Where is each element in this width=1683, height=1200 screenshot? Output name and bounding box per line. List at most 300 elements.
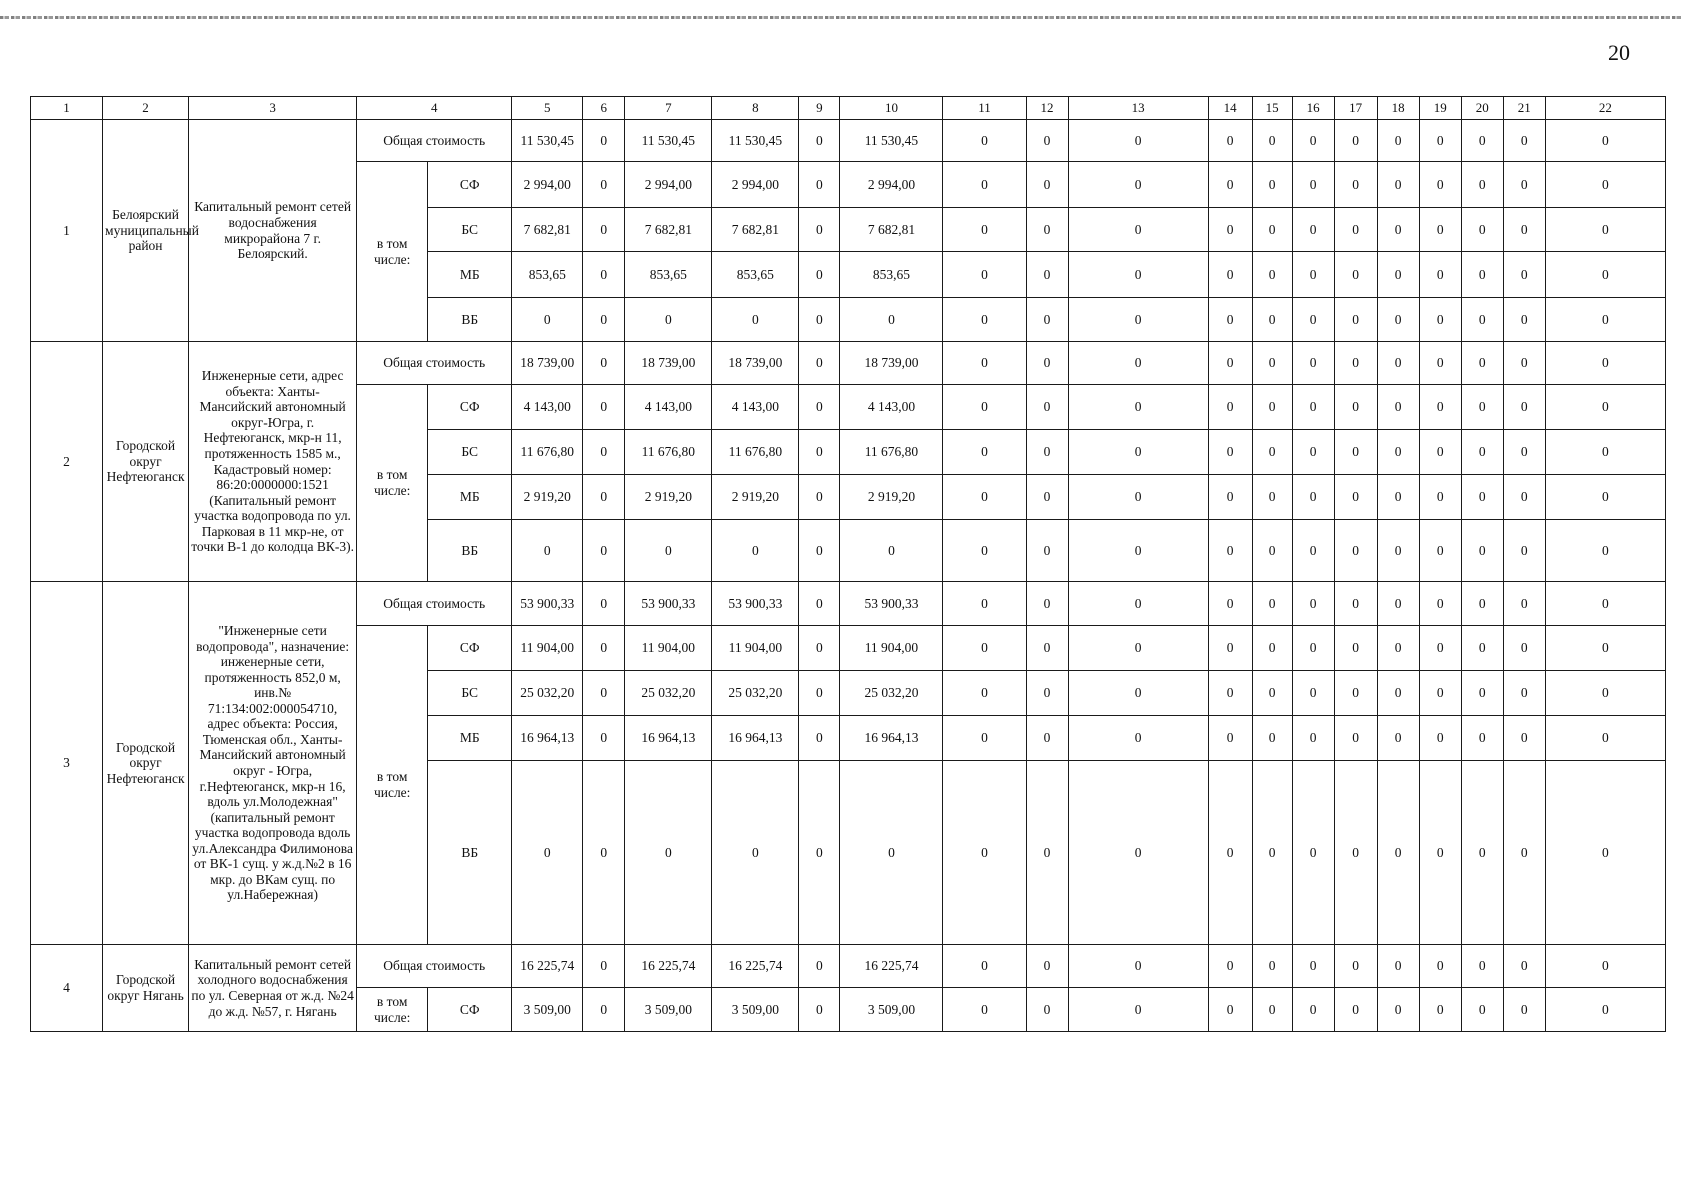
source-value-col-6: 0 [583,252,625,298]
table-row [31,342,1666,385]
source-value-col-18: 0 [1377,430,1419,475]
source-value-col-17: 0 [1334,671,1377,716]
source-value-col-9: 0 [799,626,840,671]
total-value-col-12: 0 [1026,582,1068,626]
total-value-col-9: 0 [799,342,840,385]
source-value-col-12: 0 [1026,430,1068,475]
funding-source-code: БС [428,671,512,716]
source-value-col-22: 0 [1545,208,1665,252]
source-value-col-17: 0 [1334,520,1377,582]
source-value-col-17: 0 [1334,988,1377,1032]
source-value-col-9: 0 [799,475,840,520]
total-value-col-5: 11 530,45 [512,120,583,162]
total-value-col-7: 18 739,00 [625,342,712,385]
source-value-col-10: 16 964,13 [840,716,943,761]
source-value-col-9: 0 [799,671,840,716]
source-value-col-8: 0 [712,298,799,342]
total-value-col-6: 0 [583,120,625,162]
source-value-col-15: 0 [1252,252,1292,298]
total-value-col-19: 0 [1419,342,1461,385]
total-value-col-13: 0 [1068,582,1208,626]
municipality-name: Белоярский муниципальный район [103,120,189,342]
source-value-col-14: 0 [1208,520,1252,582]
total-value-col-14: 0 [1208,120,1252,162]
source-value-col-11: 0 [943,208,1026,252]
column-number-10: 10 [840,97,943,120]
table-row [31,120,1666,162]
source-value-col-22: 0 [1545,162,1665,208]
column-number-2: 2 [103,97,189,120]
total-value-col-19: 0 [1419,582,1461,626]
source-value-col-6: 0 [583,385,625,430]
funding-source-code: ВБ [428,298,512,342]
total-value-col-18: 0 [1377,582,1419,626]
source-value-col-12: 0 [1026,298,1068,342]
funding-table [30,96,1666,1032]
column-number-16: 16 [1292,97,1334,120]
total-value-col-6: 0 [583,945,625,988]
source-value-col-6: 0 [583,298,625,342]
source-value-col-11: 0 [943,671,1026,716]
source-value-col-15: 0 [1252,988,1292,1032]
source-value-col-5: 11 904,00 [512,626,583,671]
source-value-col-13: 0 [1068,520,1208,582]
source-value-col-16: 0 [1292,626,1334,671]
source-value-col-15: 0 [1252,208,1292,252]
source-value-col-19: 0 [1419,520,1461,582]
source-value-col-17: 0 [1334,761,1377,945]
total-value-col-17: 0 [1334,945,1377,988]
total-value-col-14: 0 [1208,342,1252,385]
source-value-col-17: 0 [1334,475,1377,520]
source-value-col-19: 0 [1419,626,1461,671]
funding-source-code: МБ [428,716,512,761]
source-value-col-12: 0 [1026,988,1068,1032]
source-value-col-7: 25 032,20 [625,671,712,716]
source-value-col-10: 3 509,00 [840,988,943,1032]
total-value-col-11: 0 [943,945,1026,988]
source-value-col-15: 0 [1252,671,1292,716]
source-value-col-17: 0 [1334,252,1377,298]
source-value-col-9: 0 [799,162,840,208]
source-value-col-10: 4 143,00 [840,385,943,430]
source-value-col-14: 0 [1208,988,1252,1032]
total-value-col-13: 0 [1068,342,1208,385]
column-number-19: 19 [1419,97,1461,120]
total-value-col-16: 0 [1292,582,1334,626]
source-value-col-21: 0 [1503,761,1545,945]
source-value-col-18: 0 [1377,252,1419,298]
source-value-col-19: 0 [1419,671,1461,716]
source-value-col-16: 0 [1292,716,1334,761]
source-value-col-12: 0 [1026,385,1068,430]
source-value-col-11: 0 [943,626,1026,671]
source-value-col-8: 0 [712,761,799,945]
source-value-col-13: 0 [1068,252,1208,298]
source-value-col-14: 0 [1208,626,1252,671]
total-value-col-15: 0 [1252,120,1292,162]
source-value-col-5: 853,65 [512,252,583,298]
source-value-col-19: 0 [1419,475,1461,520]
source-value-col-15: 0 [1252,298,1292,342]
source-value-col-15: 0 [1252,162,1292,208]
source-value-col-5: 25 032,20 [512,671,583,716]
funding-source-code: СФ [428,162,512,208]
row-number: 1 [31,120,103,342]
source-value-col-9: 0 [799,385,840,430]
source-value-col-17: 0 [1334,208,1377,252]
source-value-col-5: 7 682,81 [512,208,583,252]
source-value-col-6: 0 [583,671,625,716]
source-value-col-22: 0 [1545,520,1665,582]
total-value-col-5: 18 739,00 [512,342,583,385]
source-value-col-6: 0 [583,626,625,671]
source-value-col-12: 0 [1026,716,1068,761]
column-number-8: 8 [712,97,799,120]
total-value-col-15: 0 [1252,342,1292,385]
source-value-col-17: 0 [1334,162,1377,208]
municipality-name: Городской округ Нефтеюганск [103,582,189,945]
source-value-col-9: 0 [799,761,840,945]
total-value-col-9: 0 [799,945,840,988]
source-value-col-22: 0 [1545,671,1665,716]
source-value-col-13: 0 [1068,716,1208,761]
funding-source-code: МБ [428,475,512,520]
total-cost-label: Общая стоимость [357,120,512,162]
source-value-col-10: 11 676,80 [840,430,943,475]
source-value-col-21: 0 [1503,208,1545,252]
source-value-col-22: 0 [1545,475,1665,520]
funding-source-code: СФ [428,626,512,671]
source-value-col-12: 0 [1026,520,1068,582]
source-value-col-8: 2 994,00 [712,162,799,208]
total-value-col-9: 0 [799,582,840,626]
source-value-col-16: 0 [1292,298,1334,342]
source-value-col-11: 0 [943,385,1026,430]
source-value-col-8: 3 509,00 [712,988,799,1032]
source-value-col-16: 0 [1292,208,1334,252]
source-value-col-20: 0 [1461,430,1503,475]
source-value-col-15: 0 [1252,716,1292,761]
column-number-1: 1 [31,97,103,120]
source-value-col-22: 0 [1545,252,1665,298]
source-value-col-13: 0 [1068,761,1208,945]
total-value-col-19: 0 [1419,945,1461,988]
column-number-11: 11 [943,97,1026,120]
funding-source-code: СФ [428,988,512,1032]
row-number: 4 [31,945,103,1032]
source-value-col-18: 0 [1377,475,1419,520]
source-value-col-15: 0 [1252,475,1292,520]
funding-source-code: ВБ [428,761,512,945]
total-value-col-14: 0 [1208,945,1252,988]
object-description: Капитальный ремонт сетей холодного водоснабжения по ул. Северная от ж.д. №24 до ж.д. №57, г. Нягань [189,945,357,1032]
column-number-4: 4 [357,97,512,120]
source-value-col-14: 0 [1208,761,1252,945]
source-value-col-22: 0 [1545,298,1665,342]
column-number-7: 7 [625,97,712,120]
source-value-col-20: 0 [1461,252,1503,298]
source-value-col-9: 0 [799,298,840,342]
source-value-col-10: 2 919,20 [840,475,943,520]
source-value-col-13: 0 [1068,475,1208,520]
column-number-14: 14 [1208,97,1252,120]
source-value-col-20: 0 [1461,716,1503,761]
source-value-col-11: 0 [943,298,1026,342]
total-value-col-15: 0 [1252,945,1292,988]
row-number: 2 [31,342,103,582]
source-value-col-22: 0 [1545,626,1665,671]
source-value-col-20: 0 [1461,988,1503,1032]
source-value-col-8: 25 032,20 [712,671,799,716]
source-value-col-6: 0 [583,162,625,208]
table-row [31,582,1666,626]
object-description: Инженерные сети, адрес объекта: Ханты-Мансийский автономный округ-Югра, г. Нефтеюганск, мкр-н 11, протяженность 1585 м., Кадастровый номер: 86:20:0000000:1521 (Капитальный ремонт участка водопровода по ул. Парковая в 11 мкр-не, от точки В-1 до колодца ВК-3). [189,342,357,582]
source-value-col-12: 0 [1026,671,1068,716]
source-value-col-15: 0 [1252,385,1292,430]
total-value-col-18: 0 [1377,945,1419,988]
total-value-col-13: 0 [1068,945,1208,988]
total-value-col-20: 0 [1461,945,1503,988]
table-row [31,945,1666,988]
source-value-col-12: 0 [1026,475,1068,520]
source-value-col-5: 16 964,13 [512,716,583,761]
source-value-col-5: 3 509,00 [512,988,583,1032]
source-value-col-5: 0 [512,761,583,945]
source-value-col-7: 0 [625,761,712,945]
source-value-col-16: 0 [1292,475,1334,520]
scan-edge-line [0,16,1683,19]
source-value-col-14: 0 [1208,298,1252,342]
total-value-col-21: 0 [1503,582,1545,626]
source-value-col-13: 0 [1068,298,1208,342]
funding-source-code: МБ [428,252,512,298]
source-value-col-17: 0 [1334,626,1377,671]
source-value-col-17: 0 [1334,385,1377,430]
source-value-col-21: 0 [1503,385,1545,430]
source-value-col-21: 0 [1503,988,1545,1032]
source-value-col-16: 0 [1292,162,1334,208]
source-value-col-11: 0 [943,716,1026,761]
total-value-col-11: 0 [943,120,1026,162]
source-value-col-5: 0 [512,298,583,342]
source-value-col-21: 0 [1503,671,1545,716]
source-value-col-18: 0 [1377,716,1419,761]
total-value-col-6: 0 [583,342,625,385]
header-row [31,97,1666,120]
source-value-col-21: 0 [1503,430,1545,475]
column-number-22: 22 [1545,97,1665,120]
source-value-col-6: 0 [583,761,625,945]
object-description: "Инженерные сети водопровода", назначение: инженерные сети, протяженность 852,0 м, инв.№ 71:134:002:000054710, адрес объекта: Россия, Тюменская обл., Ханты-Мансийский автономный округ - Югра, г.Нефтеюганск, мкр-н 16, вдоль ул.Молодежная" (капитальный ремонт участка водопровода вдоль ул.Александра Филимонова от ВК-1 сущ. у ж.д.№2 в 16 мкр. до ВКам сущ. по ул.Набережная) [189,582,357,945]
source-value-col-12: 0 [1026,626,1068,671]
total-value-col-9: 0 [799,120,840,162]
total-value-col-8: 18 739,00 [712,342,799,385]
source-value-col-11: 0 [943,162,1026,208]
total-value-col-20: 0 [1461,582,1503,626]
total-value-col-14: 0 [1208,582,1252,626]
column-number-9: 9 [799,97,840,120]
source-value-col-20: 0 [1461,475,1503,520]
source-value-col-18: 0 [1377,761,1419,945]
source-value-col-19: 0 [1419,430,1461,475]
funding-source-code: СФ [428,385,512,430]
source-value-col-14: 0 [1208,252,1252,298]
source-value-col-20: 0 [1461,208,1503,252]
source-value-col-16: 0 [1292,252,1334,298]
source-value-col-8: 0 [712,520,799,582]
source-value-col-16: 0 [1292,430,1334,475]
source-value-col-12: 0 [1026,252,1068,298]
funding-source-code: БС [428,208,512,252]
source-value-col-15: 0 [1252,761,1292,945]
source-value-col-10: 2 994,00 [840,162,943,208]
source-value-col-9: 0 [799,988,840,1032]
source-value-col-20: 0 [1461,385,1503,430]
total-value-col-12: 0 [1026,120,1068,162]
source-value-col-6: 0 [583,430,625,475]
source-value-col-13: 0 [1068,162,1208,208]
total-cost-label: Общая стоимость [357,582,512,626]
source-value-col-17: 0 [1334,430,1377,475]
source-value-col-10: 0 [840,761,943,945]
source-value-col-18: 0 [1377,520,1419,582]
source-value-col-7: 0 [625,520,712,582]
source-value-col-21: 0 [1503,626,1545,671]
source-value-col-22: 0 [1545,385,1665,430]
source-value-col-19: 0 [1419,208,1461,252]
source-value-col-10: 11 904,00 [840,626,943,671]
source-value-col-22: 0 [1545,761,1665,945]
source-value-col-11: 0 [943,761,1026,945]
total-value-col-13: 0 [1068,120,1208,162]
total-value-col-21: 0 [1503,120,1545,162]
source-value-col-10: 853,65 [840,252,943,298]
source-value-col-14: 0 [1208,475,1252,520]
source-value-col-19: 0 [1419,988,1461,1032]
source-value-col-18: 0 [1377,626,1419,671]
total-value-col-17: 0 [1334,582,1377,626]
total-value-col-20: 0 [1461,120,1503,162]
total-value-col-22: 0 [1545,342,1665,385]
source-value-col-8: 11 904,00 [712,626,799,671]
source-value-col-19: 0 [1419,162,1461,208]
source-value-col-12: 0 [1026,761,1068,945]
source-value-col-17: 0 [1334,298,1377,342]
source-value-col-14: 0 [1208,208,1252,252]
source-value-col-21: 0 [1503,475,1545,520]
source-value-col-21: 0 [1503,520,1545,582]
source-value-col-11: 0 [943,252,1026,298]
source-value-col-22: 0 [1545,716,1665,761]
page-number: 20 [1608,40,1630,65]
source-value-col-7: 3 509,00 [625,988,712,1032]
source-value-col-7: 11 904,00 [625,626,712,671]
total-value-col-8: 11 530,45 [712,120,799,162]
total-value-col-10: 11 530,45 [840,120,943,162]
total-value-col-7: 53 900,33 [625,582,712,626]
total-value-col-22: 0 [1545,582,1665,626]
including-label: в том числе: [357,385,428,582]
including-label: в том числе: [357,162,428,342]
source-value-col-6: 0 [583,475,625,520]
source-value-col-6: 0 [583,520,625,582]
total-value-col-16: 0 [1292,342,1334,385]
source-value-col-11: 0 [943,988,1026,1032]
source-value-col-19: 0 [1419,716,1461,761]
source-value-col-15: 0 [1252,626,1292,671]
total-cost-label: Общая стоимость [357,342,512,385]
source-value-col-7: 2 919,20 [625,475,712,520]
total-value-col-12: 0 [1026,945,1068,988]
total-value-col-19: 0 [1419,120,1461,162]
total-value-col-5: 16 225,74 [512,945,583,988]
source-value-col-6: 0 [583,208,625,252]
source-value-col-21: 0 [1503,298,1545,342]
source-value-col-16: 0 [1292,385,1334,430]
source-value-col-8: 2 919,20 [712,475,799,520]
column-number-3: 3 [189,97,357,120]
source-value-col-11: 0 [943,475,1026,520]
total-value-col-22: 0 [1545,945,1665,988]
source-value-col-7: 853,65 [625,252,712,298]
source-value-col-13: 0 [1068,671,1208,716]
source-value-col-10: 7 682,81 [840,208,943,252]
total-value-col-8: 16 225,74 [712,945,799,988]
source-value-col-5: 2 919,20 [512,475,583,520]
source-value-col-6: 0 [583,716,625,761]
municipality-name: Городской округ Нягань [103,945,189,1032]
total-value-col-10: 53 900,33 [840,582,943,626]
source-value-col-8: 7 682,81 [712,208,799,252]
including-label: в том числе: [357,626,428,945]
source-value-col-12: 0 [1026,208,1068,252]
source-value-col-21: 0 [1503,162,1545,208]
source-value-col-18: 0 [1377,162,1419,208]
total-value-col-18: 0 [1377,120,1419,162]
source-value-col-20: 0 [1461,162,1503,208]
total-value-col-7: 16 225,74 [625,945,712,988]
source-value-col-20: 0 [1461,298,1503,342]
source-value-col-16: 0 [1292,988,1334,1032]
source-value-col-19: 0 [1419,385,1461,430]
source-value-col-20: 0 [1461,761,1503,945]
source-value-col-9: 0 [799,716,840,761]
source-value-col-13: 0 [1068,385,1208,430]
total-value-col-10: 16 225,74 [840,945,943,988]
source-value-col-11: 0 [943,520,1026,582]
total-value-col-22: 0 [1545,120,1665,162]
source-value-col-7: 16 964,13 [625,716,712,761]
source-value-col-14: 0 [1208,385,1252,430]
total-value-col-16: 0 [1292,120,1334,162]
column-number-5: 5 [512,97,583,120]
source-value-col-10: 0 [840,298,943,342]
total-value-col-11: 0 [943,582,1026,626]
column-number-13: 13 [1068,97,1208,120]
column-number-18: 18 [1377,97,1419,120]
total-value-col-11: 0 [943,342,1026,385]
source-value-col-7: 11 676,80 [625,430,712,475]
object-description: Капитальный ремонт сетей водоснабжения микрорайона 7 г. Белоярский. [189,120,357,342]
total-value-col-7: 11 530,45 [625,120,712,162]
row-number: 3 [31,582,103,945]
source-value-col-5: 4 143,00 [512,385,583,430]
source-value-col-19: 0 [1419,761,1461,945]
source-value-col-13: 0 [1068,626,1208,671]
source-value-col-15: 0 [1252,430,1292,475]
column-number-21: 21 [1503,97,1545,120]
